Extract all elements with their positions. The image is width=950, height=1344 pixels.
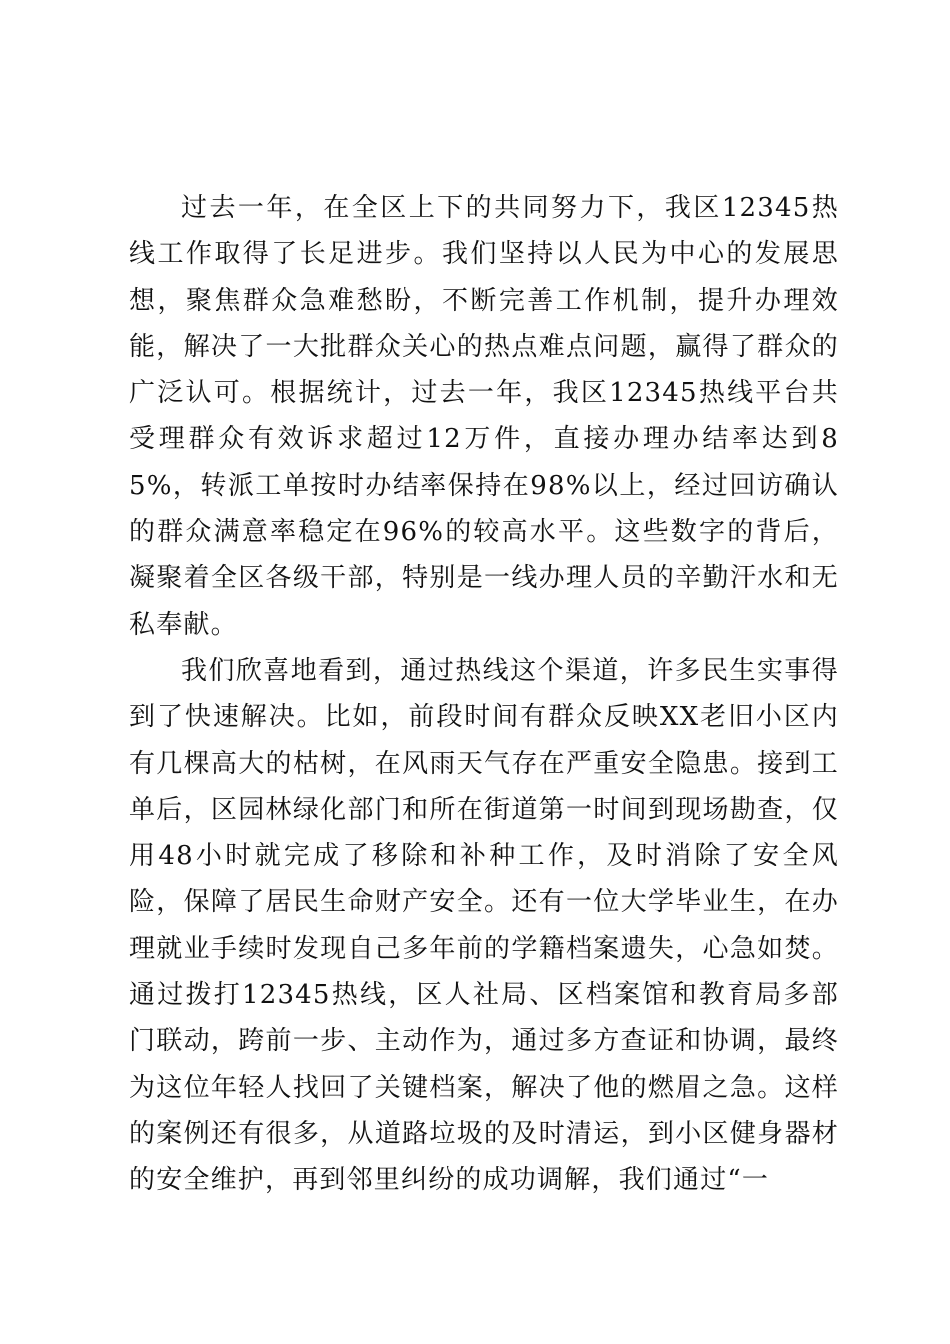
body-text xyxy=(129,185,839,1204)
paragraph-2: 我们欣喜地看到，通过热线这个渠道，许多民生实事得到了快速解决。比如，前段时间有群众反映XX老旧小区内有几棵高大的枯树，在风雨天气存在严重安全隐患。接到工单后，区园林绿化部门和所在街道第一时间到现场勘查，仅用48小时就完成了移除和补种工作，及时消除了安全风险，保障了居民生命财产安全。还有一位大学毕业生，在办理就业手续时发现自己多年前的学籍档案遗失，心急如焚。通过拨打12345热线，区人社局、区档案馆和教育局多部门联动，跨前一步、主动作为，通过多方查证和协调，最终为这位年轻人找回了关键档案，解决了他的燃眉之急。这样的案例还有很多，从道路垃圾的及时清运，到小区健身器材的安全维护，再到邻里纠纷的成功调解，我们通过“一 xyxy=(129,655,839,1196)
paragraph-1: 过去一年，在全区上下的共同努力下，我区12345热线工作取得了长足进步。我们坚持以人民为中心的发展思想，聚焦群众急难愁盼，不断完善工作机制，提升办理效能，解决了一大批群众关心的热点难点问题，赢得了群众的广泛认可。根据统计，过去一年，我区12345热线平台共受理群众有效诉求超过12万件，直接办理办结率达到85%，转派工单按时办结率保持在98%以上，经过回访确认的群众满意率稳定在96%的较高水平。这些数字的背后，凝聚着全区各级干部，特别是一线办理人员的辛勤汗水和无私奉献。 xyxy=(129,193,839,640)
